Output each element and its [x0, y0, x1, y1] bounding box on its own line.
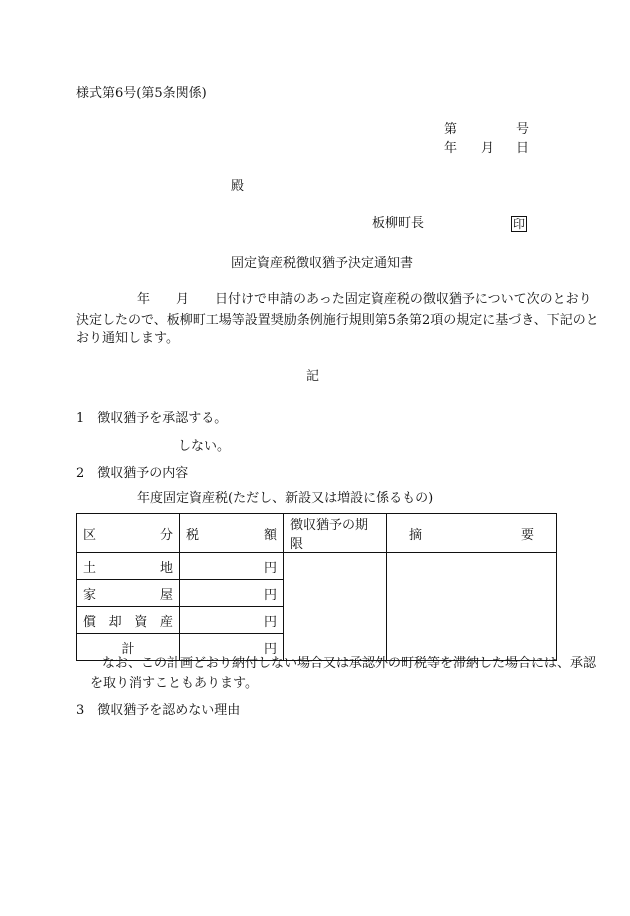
ki-heading: 記 — [306, 369, 320, 384]
row-label-total: 計 — [77, 634, 180, 661]
row-amount-land: 円 — [180, 553, 284, 580]
row-amount-depreciable-assets: 円 — [180, 607, 284, 634]
header-zeigaku: 税 額 — [180, 514, 284, 553]
row-amount-total: 円 — [180, 634, 284, 661]
row-label-land: 土 地 — [77, 553, 180, 580]
date-day: 日 — [516, 141, 530, 156]
item3-heading: 3 徴収猶予を認めない理由 — [76, 703, 241, 718]
note-line-2: を取り消すこともあります。 — [90, 676, 258, 691]
deferral-period-cell — [284, 553, 387, 661]
body-line-1: 年 月 日付けで申請のあった固定資産税の徴収猶予について次のとおり — [137, 292, 592, 307]
tax-deferral-table — [76, 513, 557, 661]
note-line-1: なお、この計画どおり納付しない場合又は承認外の町税等を滞納した場合には、承認 — [102, 656, 597, 671]
date-month: 月 — [481, 141, 495, 156]
header-kigen: 徴収猶予の期限 — [284, 514, 387, 553]
document-title: 固定資産税徴収猶予決定通知書 — [231, 256, 414, 271]
date-year: 年 — [444, 141, 458, 156]
doc-number-prefix: 第 — [444, 122, 458, 137]
seal-mark — [512, 216, 527, 233]
body-line-3: おり通知します。 — [76, 331, 179, 346]
issuer-name: 板柳町長 — [372, 216, 425, 231]
header-kubun: 区 分 — [77, 514, 180, 553]
item2-subheading: 年度固定資産税(ただし、新設又は増設に係るもの) — [137, 491, 434, 506]
seal-stamp: 印 — [512, 217, 525, 231]
row-label-depreciable-assets: 償 却 資 産 — [77, 607, 180, 634]
item1-alt: しない。 — [178, 439, 231, 454]
header-tekiyo: 摘 要 — [387, 514, 557, 553]
body-line-2: 決定したので、板柳町工場等設置奨励条例施行規則第5条第2項の規定に基づき、下記のと — [76, 313, 599, 328]
form-label: 様式第6号(第5条関係) — [76, 86, 207, 101]
remarks-cell — [387, 553, 557, 661]
item1-heading: 1 徴収猶予を承認する。 — [76, 411, 228, 426]
table-row — [77, 553, 557, 580]
doc-number-suffix: 号 — [516, 122, 530, 137]
table-header-row — [77, 514, 557, 553]
item2-heading: 2 徴収猶予の内容 — [76, 466, 189, 481]
row-label-house: 家 屋 — [77, 580, 180, 607]
row-amount-house: 円 — [180, 580, 284, 607]
addressee-suffix: 殿 — [231, 179, 245, 194]
